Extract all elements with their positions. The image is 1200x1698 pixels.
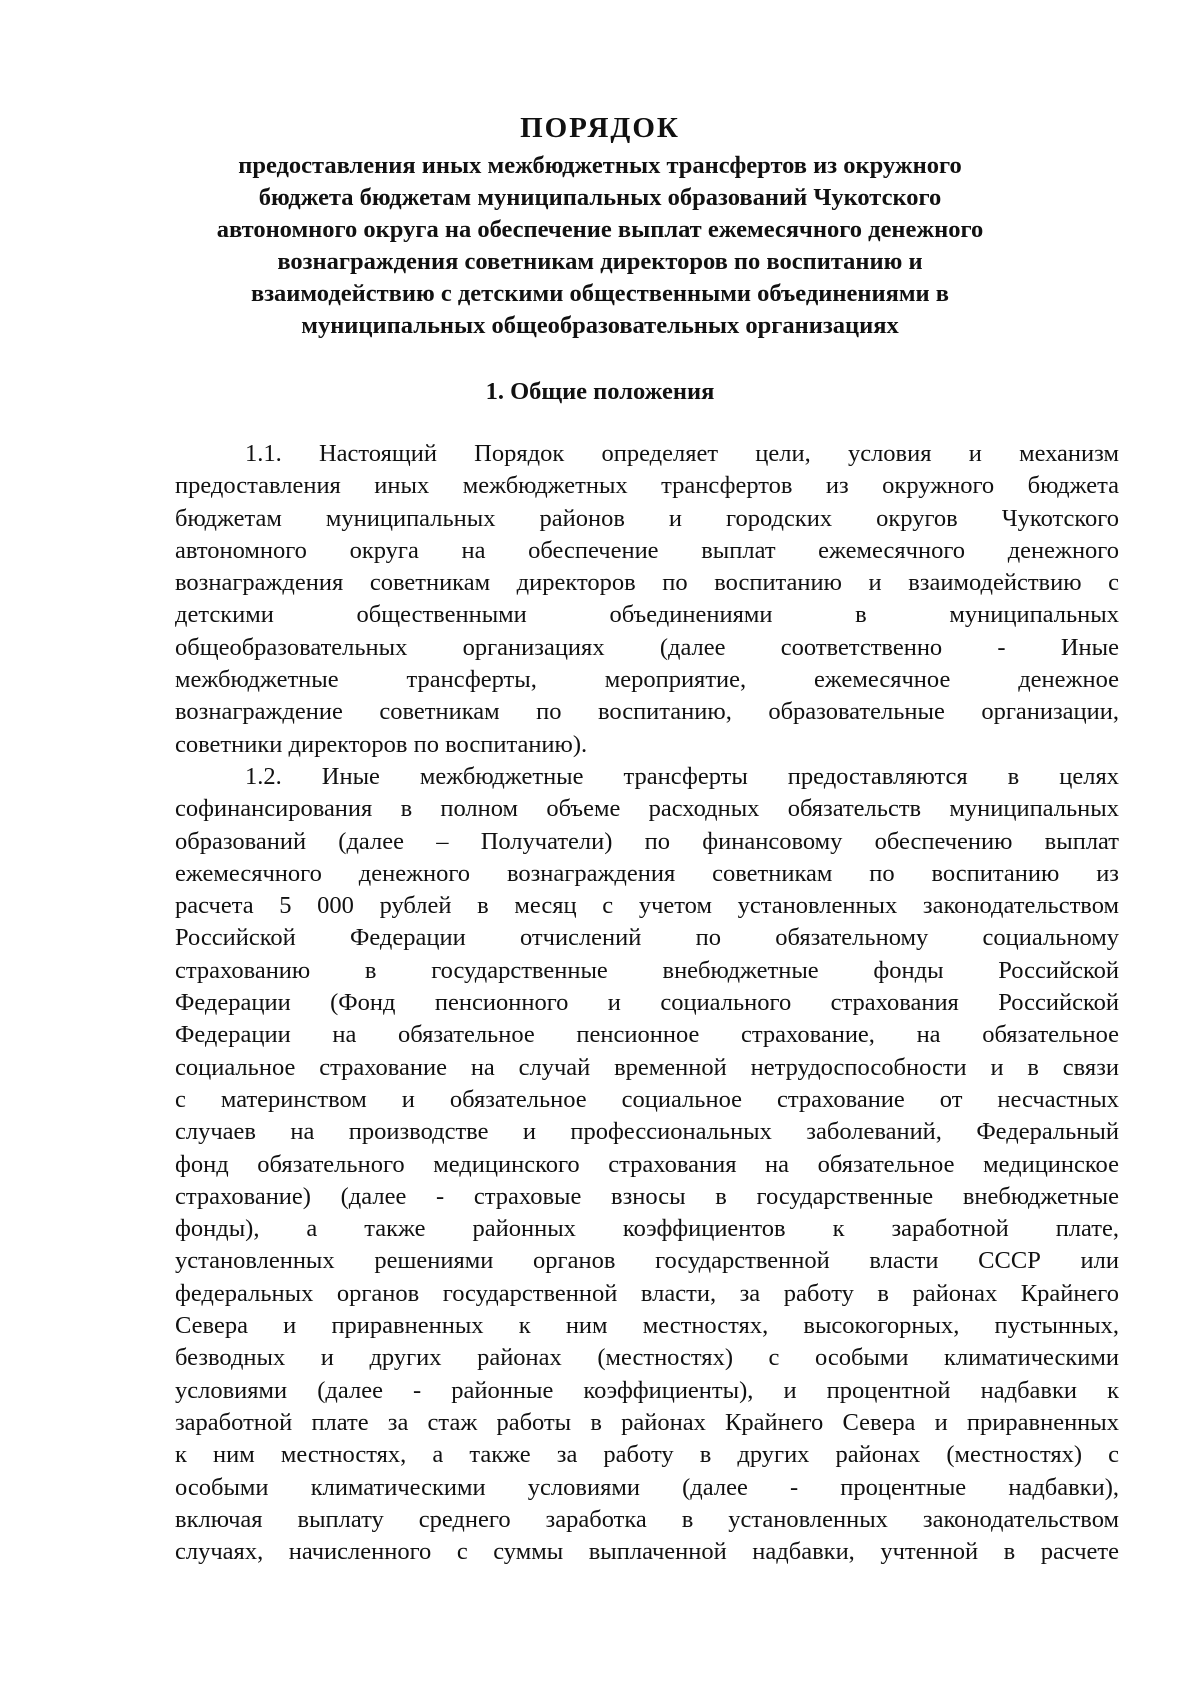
subtitle-line: муниципальных общеобразовательных организациях bbox=[301, 312, 899, 339]
paragraph-line: вознаграждение советникам по воспитанию, образовательные организации, bbox=[175, 698, 1119, 726]
paragraph-line: Федерации на обязательное пенсионное страхование, на обязательное bbox=[175, 1021, 1119, 1049]
document-subtitle bbox=[150, 150, 1050, 342]
paragraph-line: Российской Федерации отчислений по обязательному социальному bbox=[175, 924, 1119, 952]
paragraph-line: бюджетам муниципальных районов и городских округов Чукотского bbox=[175, 504, 1119, 532]
subtitle-line: вознаграждения советникам директоров по воспитанию и bbox=[277, 248, 923, 275]
paragraph-line: безводных и других районах (местностях) с особыми климатическими bbox=[175, 1344, 1119, 1372]
paragraph-line: межбюджетные трансферты, мероприятие, ежемесячное денежное bbox=[175, 666, 1119, 694]
paragraph-line: случаях, начисленного с суммы выплаченной надбавки, учтенной в расчете bbox=[175, 1538, 1119, 1566]
paragraph-line: федеральных органов государственной власти, за работу в районах Крайнего bbox=[175, 1279, 1119, 1307]
document-title: ПОРЯДОК bbox=[520, 112, 680, 144]
paragraph-line: Севера и приравненных к ним местностях, высокогорных, пустынных, bbox=[175, 1312, 1119, 1340]
paragraph-line: особыми климатическими условиями (далее - процентные надбавки), bbox=[175, 1473, 1119, 1501]
paragraph-1-2 bbox=[175, 761, 1119, 1568]
paragraph-1-1 bbox=[175, 438, 1119, 761]
paragraph-line: советники директоров по воспитанию). bbox=[175, 730, 588, 758]
paragraph-line: предоставления иных межбюджетных трансфертов из окружного бюджета bbox=[175, 472, 1119, 500]
paragraph-line: установленных решениями органов государственной власти СССР или bbox=[175, 1247, 1119, 1275]
subtitle-line: автономного округа на обеспечение выплат ежемесячного денежного bbox=[216, 216, 984, 243]
paragraph-line: страхованию в государственные внебюджетные фонды Российской bbox=[175, 956, 1119, 984]
paragraph-line: социальное страхование на случай временной нетрудоспособности и в связи bbox=[175, 1053, 1119, 1081]
section-heading: 1. Общие положения bbox=[485, 378, 715, 405]
paragraph-line: автономного округа на обеспечение выплат ежемесячного денежного bbox=[175, 536, 1119, 564]
paragraph-line: случаев на производстве и профессиональных заболеваний, Федеральный bbox=[175, 1118, 1119, 1146]
paragraph-line: к ним местностях, а также за работу в других районах (местностях) с bbox=[175, 1441, 1119, 1469]
subtitle-line: бюджета бюджетам муниципальных образований Чукотского bbox=[258, 184, 942, 211]
paragraph-line: включая выплату среднего заработка в установленных законодательством bbox=[175, 1505, 1119, 1533]
body-text bbox=[175, 438, 1119, 1568]
paragraph-line: с материнством и обязательное социальное страхование от несчастных bbox=[175, 1085, 1119, 1113]
paragraph-line: вознаграждения советникам директоров по воспитанию и взаимодействию с bbox=[175, 569, 1119, 597]
paragraph-line: общеобразовательных организациях (далее соответственно - Иные bbox=[175, 633, 1119, 661]
paragraph-line: расчета 5 000 рублей в месяц с учетом установленных законодательством bbox=[175, 892, 1119, 920]
paragraph-line: детскими общественными объединениями в муниципальных bbox=[175, 601, 1119, 629]
paragraph-line: заработной плате за стаж работы в районах Крайнего Севера и приравненных bbox=[175, 1408, 1119, 1436]
paragraph-line: условиями (далее - районные коэффициенты), и процентной надбавки к bbox=[175, 1376, 1119, 1404]
paragraph-line: образований (далее – Получатели) по финансовому обеспечению выплат bbox=[175, 827, 1119, 855]
subtitle-line: взаимодействию с детскими общественными объединениями в bbox=[250, 280, 949, 307]
paragraph-line: Федерации (Фонд пенсионного и социального страхования Российской bbox=[175, 989, 1119, 1017]
subtitle-line: предоставления иных межбюджетных трансфертов из окружного bbox=[238, 152, 962, 179]
paragraph-line: фонд обязательного медицинского страхования на обязательное медицинское bbox=[175, 1150, 1119, 1178]
paragraph-line: страхование) (далее - страховые взносы в государственные внебюджетные bbox=[175, 1182, 1119, 1210]
paragraph-line: софинансирования в полном объеме расходных обязательств муниципальных bbox=[175, 795, 1119, 823]
paragraph-line: фонды), а также районных коэффициентов к заработной плате, bbox=[175, 1215, 1119, 1243]
paragraph-line: 1.2. Иные межбюджетные трансферты предоставляются в целях bbox=[245, 762, 1119, 790]
paragraph-line: ежемесячного денежного вознаграждения советникам по воспитанию из bbox=[175, 859, 1119, 887]
paragraph-line: 1.1. Настоящий Порядок определяет цели, условия и механизм bbox=[245, 440, 1119, 467]
